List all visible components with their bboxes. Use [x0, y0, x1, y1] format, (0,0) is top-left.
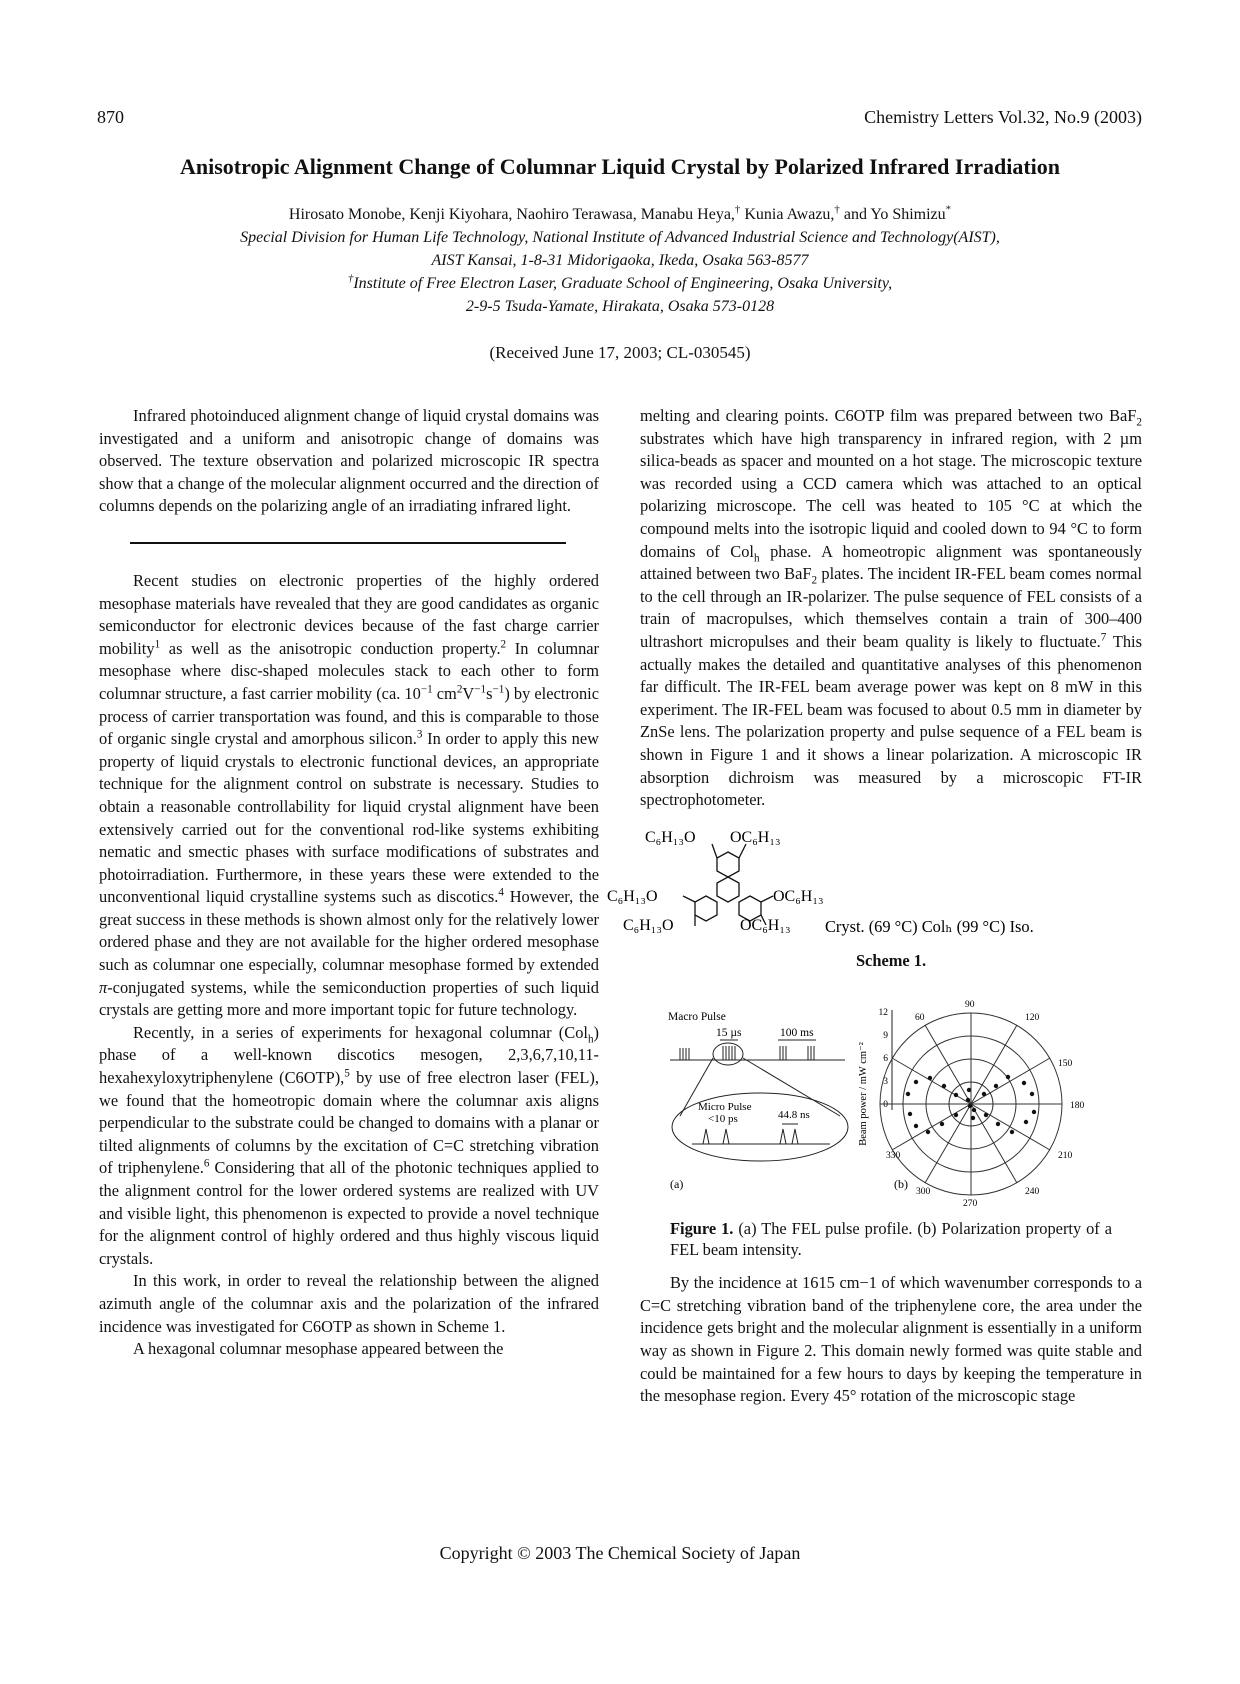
- macro-pulse-train-1: [680, 1046, 814, 1060]
- author-list: Hirosato Monobe, Kenji Kiyohara, Naohiro Terawasa, Manabu Heya,† Kunia Awazu,† and Yo Shimizu*: [288, 203, 952, 223]
- ring-center: [717, 877, 739, 902]
- intro-paragraph-2: Recently, in a series of experiments for hexagonal columnar (Col$_h$) phase of a well-known discotics mesogen, 2,3,6,7,10,11-hexahexyloxytriphenylene (C6OTP),$^5$ by use of free electron laser (FEL), we found that the homeotropic domain where the columnar axis aligns perpendicular to the substrate could be changed to domains with a planar or tilted alignments of columns by the excitation of C=C stretching vibration of triphenylene.$^6$ Considering that all of the photonic techniques applied to the alignment control for the lower ordered systems are realized with UV and visible light, this phenomenon is expected to provide a novel technique for the alignment control of highly ordered and thus highly viscous liquid crystals.: [99, 1022, 599, 1268]
- substituent-left-lower: C₆H₁₃O: [623, 916, 674, 934]
- right-column: [607, 405, 1143, 1408]
- angle-label: 90: [965, 1000, 975, 1011]
- substituent-top-left: C₆H₁₃O: [645, 828, 696, 846]
- data-point: [928, 1076, 932, 1080]
- copyright-footer: Copyright © 2003 The Chemical Society of Japan: [439, 1543, 801, 1563]
- intro-paragraph-4: A hexagonal columnar mesophase appeared between the: [133, 1339, 504, 1359]
- article-title: Anisotropic Alignment Change of Columnar Liquid Crystal by Polarized Infrared Irradiation: [179, 154, 1061, 179]
- substituent-right-lower: OC₆H₁₃: [740, 916, 791, 934]
- phase-transition: Cryst. (69 °C) Colₕ (99 °C) Iso.: [825, 916, 1034, 936]
- macro-width-label: 15 µs: [716, 1027, 742, 1040]
- data-point: [1030, 1092, 1034, 1096]
- substituent-left-upper: C₆H₁₃O: [607, 887, 658, 905]
- ring-top: [717, 852, 739, 877]
- results-paragraph: By the incidence at 1615 cm−1 of which wavenumber corresponds to a C=C stretching vibration band of the triphenylene core, the area under the incidence gets bright and the molecular alignment is essentially in a uniform way as shown in Figure 2. This domain newly formed was quite stable and could be maintained for a few hours to days by keeping the temperature in the mesophase region. Every 45° rotation of the microscopic stage: [640, 1273, 1142, 1406]
- data-point: [954, 1093, 958, 1097]
- triphenylene-structure: [607, 824, 1142, 944]
- ytick-label: 6: [883, 1054, 888, 1065]
- caption-label: Figure 1.: [670, 1219, 734, 1239]
- angle-label: 240: [1025, 1187, 1040, 1198]
- data-point: [1010, 1130, 1014, 1134]
- polar-yticks: [879, 1008, 889, 1110]
- ytick-label: 3: [883, 1077, 888, 1088]
- caption-text: (a) The FEL pulse profile. (b) Polarization property of a FEL beam intensity.: [670, 1219, 1112, 1260]
- angle-label: 150: [1058, 1059, 1073, 1070]
- journal-citation: Chemistry Letters Vol.32, No.9 (2003): [864, 107, 1142, 127]
- affiliation-line-4: 2-9-5 Tsuda-Yamate, Hirakata, Osaka 573-0128: [465, 298, 775, 315]
- data-point: [914, 1124, 918, 1128]
- angle-label: 270: [963, 1199, 978, 1210]
- data-point: [966, 1098, 970, 1102]
- figure-1: [640, 982, 1142, 1212]
- ytick-label: 0: [883, 1100, 888, 1111]
- data-point: [926, 1130, 930, 1134]
- experimental-paragraph: melting and clearing points. C6OTP film was prepared between two BaF$_2$ substrates which have high transparency in infrared region, with 2 µm silica-beads as spacer and mounted on a hot stage. The microscopic texture was recorded using a CCD camera which was attached to an optical polarizing microscope. The cell was heated to 105 °C at which the compound melts into the isotropic liquid and cooled down to 94 °C to form domains of Col$_h$ phase. A homeotropic alignment was spontaneously attained between two BaF$_2$ plates. The incident IR-FEL beam comes normal to the cell through an IR-polarizer. The pulse sequence of FEL consists of a train of macropulses, which themselves contain a train of 300–400 ultrashort micropulses and their beam quality is likely to fluctuate.$^7$ This actually makes the detailed and quantitative analyses of this phenomenon far difficult. The IR-FEL beam average power was kept on 8 mW in this experiment. The IR-FEL beam was focused to about 0.5 mm in diameter by ZnSe lens. The polarization property and pulse sequence of a FEL beam is shown in Figure 1 and it shows a linear polarization. A microscopic IR absorption dichroism was measured by a microscopic FT-IR spectrophotometer.: [640, 406, 1143, 810]
- scheme-1-structure: [607, 824, 1142, 944]
- data-point: [1024, 1120, 1028, 1124]
- data-point: [1006, 1075, 1010, 1079]
- data-point: [971, 1116, 975, 1120]
- data-point: [1032, 1110, 1036, 1114]
- data-point: [1022, 1081, 1026, 1085]
- angle-label: 120: [1025, 1013, 1040, 1024]
- macro-period-label: 100 ms: [780, 1027, 814, 1040]
- data-point: [967, 1088, 971, 1092]
- data-point: [954, 1113, 958, 1117]
- data-point: [914, 1080, 918, 1084]
- angle-label: 210: [1058, 1151, 1073, 1162]
- data-point: [906, 1092, 910, 1096]
- data-point: [940, 1122, 944, 1126]
- left-column: [99, 405, 599, 1361]
- ring-left: [695, 896, 717, 921]
- intro-paragraph-3: In this work, in order to reveal the relationship between the aligned azimuth angle of the columnar axis and the polarization of the infrared incidence was investigated for C6OTP as shown in Scheme 1.: [99, 1271, 599, 1336]
- data-point: [908, 1112, 912, 1116]
- angle-label: 330: [886, 1151, 901, 1162]
- polar-ylabel: Beam power / mW cm⁻²: [858, 1042, 869, 1147]
- data-point: [968, 1104, 972, 1108]
- affiliation-line-1: Special Division for Human Life Technology, National Institute of Advanced Industrial Science and Technology(AIST),: [240, 229, 1000, 246]
- data-point: [994, 1084, 998, 1088]
- figure-caption: [640, 1218, 1142, 1260]
- ytick-label: 9: [883, 1031, 888, 1042]
- page-number: 870: [97, 107, 124, 127]
- ytick-label: 12: [878, 1008, 888, 1019]
- affiliation-line-2: AIST Kansai, 1-8-31 Midorigaoka, Ikeda, Osaka 563-8577: [431, 252, 809, 269]
- data-point: [942, 1084, 946, 1088]
- angle-label: 180: [1070, 1101, 1085, 1112]
- macro-pulse-label: Macro Pulse: [668, 1011, 726, 1024]
- abstract-divider: [130, 542, 566, 544]
- angle-label: 300: [916, 1187, 931, 1198]
- data-point: [972, 1108, 976, 1112]
- scheme-label: Scheme 1.: [855, 950, 927, 970]
- micro-width-label: <10 ps: [708, 1113, 738, 1126]
- data-point: [982, 1092, 986, 1096]
- substituent-right-upper: OC₆H₁₃: [773, 887, 824, 905]
- panel-a-label: (a): [670, 1177, 684, 1192]
- zoom-ellipse-small: [713, 1043, 743, 1065]
- panel-b-label: (b): [894, 1177, 908, 1192]
- micro-pulse-label: Micro Pulse: [698, 1101, 752, 1114]
- substituent-top-right: OC₆H₁₃: [730, 828, 781, 846]
- fel-pulse-figure: [640, 982, 1142, 1212]
- data-point: [984, 1113, 988, 1117]
- micro-period-label: 44.8 ns: [778, 1109, 810, 1122]
- abstract: Infrared photoinduced alignment change of liquid crystal domains was investigated and a uniform and anisotropic change of domains was observed. The texture observation and polarized microscopic IR spectra show that a change of the molecular alignment occurred and the direction of columns depends on the polarizing angle of an irradiating infrared light.: [99, 406, 599, 516]
- affiliation-line-3: †Institute of Free Electron Laser, Graduate School of Engineering, Osaka University,: [347, 272, 893, 292]
- data-point: [996, 1122, 1000, 1126]
- polar-grid: [880, 1013, 1062, 1198]
- intro-paragraph-1: Recent studies on electronic properties of the highly ordered mesophase materials have revealed that they are good candidates as organic semiconductor for electronic devices because of the fast charge carrier mobility$^1$ as well as the anisotropic conduction property.$^2$ In columnar mesophase where disc-shaped molecules stack to each other to form columnar structure, a fast carrier mobility (ca. $10^{-1}$ $cm^2V^{-1}s^{-1}$) by electronic process of carrier transportation was found, and this is comparable to those of organic single crystal and amorphous silicon.$^3$ In order to apply this new property of liquid crystals to electronic functional devices, an appropriate technique for the alignment control on substrate is necessary. Studies to obtain a reasonable controllability for liquid crystal alignment have been extensively carried out for the conventional rod-like systems exhibiting nematic and smectic phases with surface modifications of substrates and photoirradiation. Furthermore, in these years these were extended to the unconventional liquid crystalline systems such as discotics.$^4$ However, the great success in these methods is shown almost only for the relatively lower ordered phase and they are not available for the higher ordered mesophase such as columnar one especially, columnar mesophase formed by extended π-conjugated systems, while the semiconduction properties of such liquid crystals are getting more and more important topic for future technology.: [99, 570, 600, 1020]
- angle-label: 60: [915, 1013, 925, 1024]
- received-date: (Received June 17, 2003; CL-030545): [489, 343, 751, 362]
